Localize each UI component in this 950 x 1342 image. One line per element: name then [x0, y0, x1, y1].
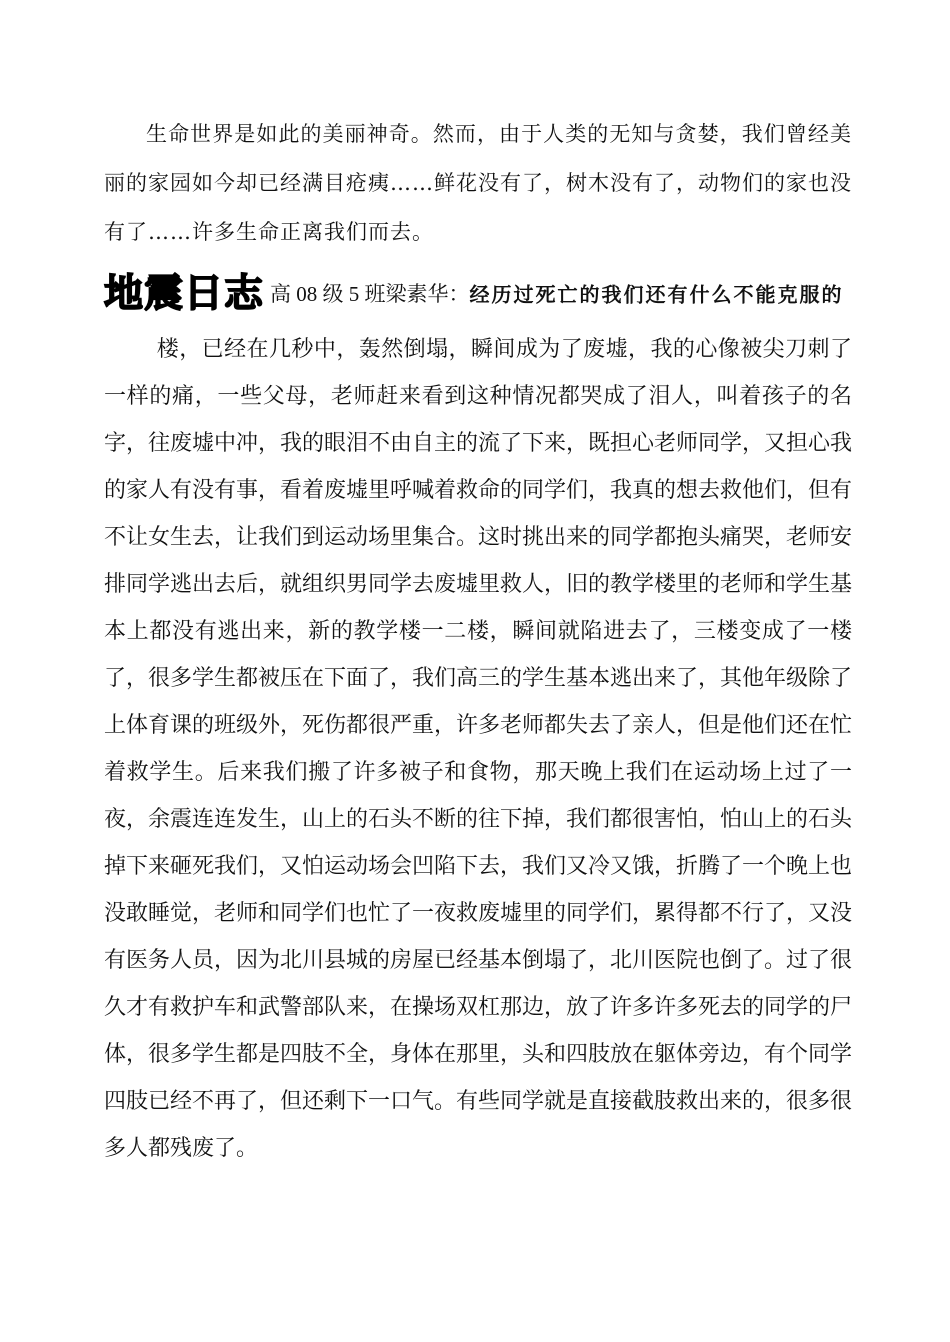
article-author: 高 08 级 5 班梁素华： [270, 282, 470, 307]
intro-paragraph: 生命世界是如此的美丽神奇。然而，由于人类的无知与贪婪，我们曾经美丽的家园如今却已经满目疮痍……鲜花没有了，树木没有了，动物们的家也没有了……许多生命正离我们而去。 [104, 122, 852, 244]
article-title: 经历过死亡的我们还有什么不能克服的 [469, 282, 844, 307]
article-body: 楼，已经在几秒中，轰然倒塌，瞬间成为了废墟，我的心像被尖刀刺了一样的痛，一些父母，老师赶来看到这种情况都哭成了泪人，叫着孩子的名字，往废墟中冲，我的眼泪不由自主的流了下来，既担心老师同学，又担心我的家人有没有事，看着废墟里呼喊着救命的同学们，我真的想去救他们，但有不让女生去，让我们到运动场里集合。这时挑出来的同学都抱头痛哭，老师安排同学逃出去后，就组织男同学去废墟里救人，旧的教学楼里的老师和学生基本上都没有逃出来，新的教学楼一二楼，瞬间就陷进去了，三楼变成了一楼了，很多学生都被压在下面了，我们高三的学生基本逃出来了，其他年级除了上体育课的班级外，死伤都很严重，许多老师都失去了亲人，但是他们还在忙着救学生。后来我们搬了许多被子和食物，那天晚上我们在运动场上过了一夜，余震连连发生，山上的石头不断的往下掉，我们都很害怕，怕山上的石头掉下来砸死我们，又怕运动场会凹陷下去，我们又冷又饿，折腾了一个晚上也没敢睡觉，老师和同学们也忙了一夜救废墟里的同学们，累得都不行了，又没有医务人员，因为北川县城的房屋已经基本倒塌了，北川医院也倒了。过了很久才有救护车和武警部队来，在操场双杠那边，放了许多许多死去的同学的尸体，很多学生都是四肢不全，身体在那里，头和四肢放在躯体旁边，有个同学四肢已经不再了，但还剩下一口气。有些同学就是直接截肢救出来的，很多很多人都残废了。 [104, 336, 853, 1161]
article-heading [104, 263, 852, 325]
document-page [104, 110, 852, 1171]
column-logo: 地震日志 [104, 271, 265, 317]
